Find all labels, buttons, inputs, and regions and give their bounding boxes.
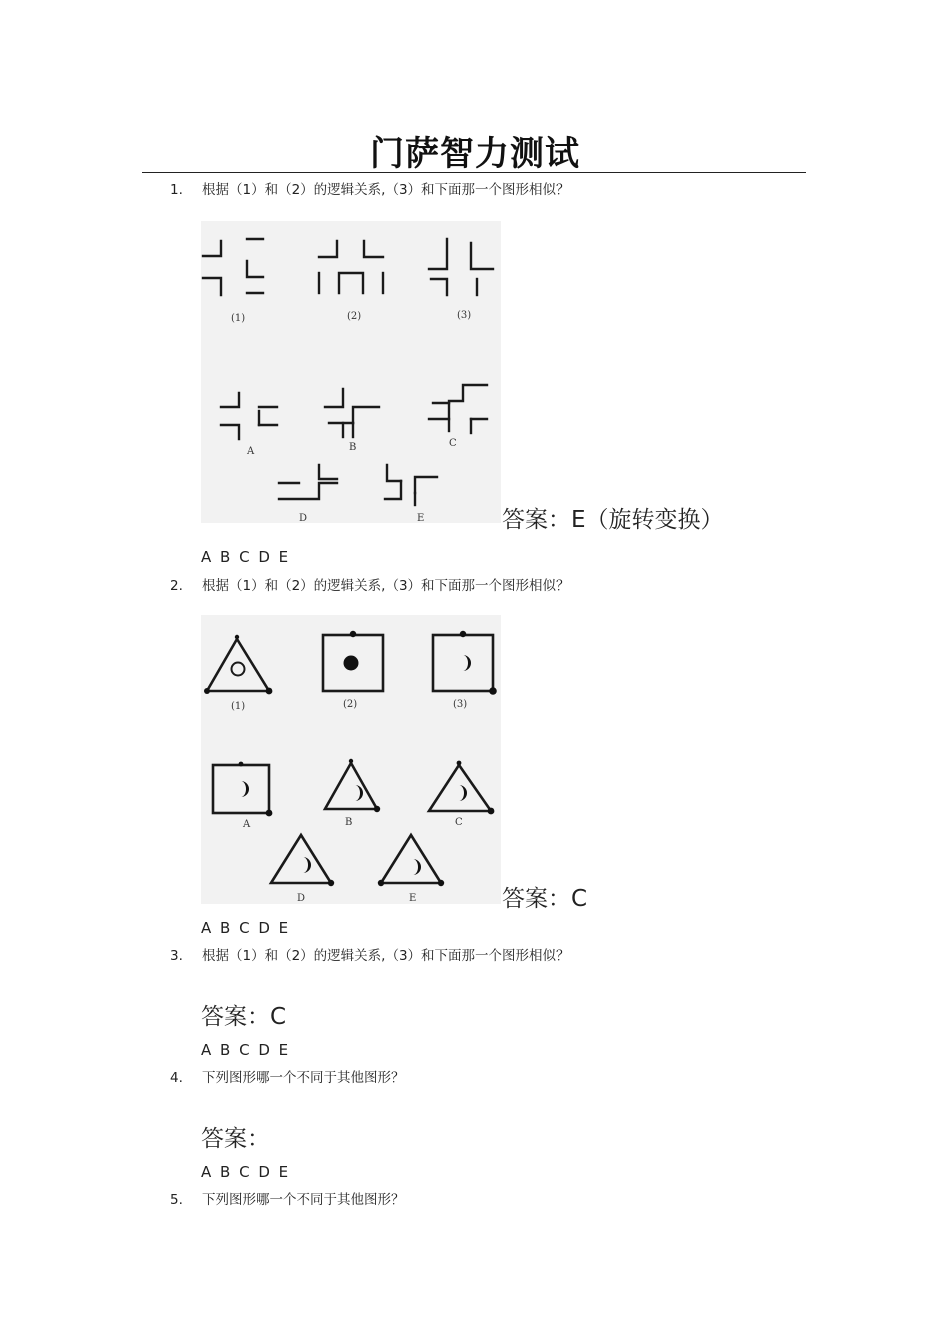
question-4 — [170, 1066, 405, 1086]
figure-label: C — [455, 817, 463, 828]
options-q4: A B C D E — [201, 1163, 290, 1181]
figure-label: B — [349, 442, 357, 453]
question-text: 下列图形哪一个不同于其他图形？ — [202, 1070, 405, 1086]
answer-q3: 答案：C — [201, 1004, 287, 1030]
question-number: 2. — [170, 578, 183, 594]
figure-label: D — [297, 893, 306, 904]
figure-q1-drawing — [201, 221, 501, 523]
figure-label: E — [417, 513, 425, 523]
question-2 — [170, 574, 570, 594]
figure-label: A — [247, 446, 255, 457]
answer-q2: 答案：C — [502, 886, 588, 912]
figure-q2 — [201, 615, 501, 904]
figure-label: C — [449, 438, 457, 449]
figure-label: (3) — [453, 699, 468, 710]
figure-label: (1) — [231, 701, 246, 712]
question-number: 5. — [170, 1192, 183, 1208]
question-text: 根据（1）和（2）的逻辑关系,（3）和下面那一个图形相似？ — [202, 578, 570, 594]
question-number: 4. — [170, 1070, 183, 1086]
page-title: 门萨智力测试 — [370, 134, 580, 174]
figure-label: (2) — [347, 311, 362, 322]
question-text: 根据（1）和（2）的逻辑关系,（3）和下面那一个图形相似？ — [202, 182, 570, 198]
question-5 — [170, 1188, 405, 1208]
figure-q2-drawing — [201, 615, 501, 904]
answer-q1: 答案：E（旋转变换） — [502, 507, 724, 533]
figure-label: (1) — [231, 313, 246, 324]
question-1 — [170, 178, 570, 198]
title-rule — [142, 172, 806, 173]
question-number: 3. — [170, 948, 183, 964]
question-text: 根据（1）和（2）的逻辑关系,（3）和下面那一个图形相似？ — [202, 948, 570, 964]
options-q3: A B C D E — [201, 1041, 290, 1059]
figure-label: D — [299, 513, 308, 523]
figure-label: E — [409, 893, 417, 904]
answer-q4: 答案： — [201, 1126, 270, 1152]
figure-label: B — [345, 817, 353, 828]
options-q2: A B C D E — [201, 919, 290, 937]
question-text: 下列图形哪一个不同于其他图形？ — [202, 1192, 405, 1208]
question-number: 1. — [170, 182, 183, 198]
figure-label: (3) — [457, 310, 472, 321]
figure-label: (2) — [343, 699, 358, 710]
figure-q1 — [201, 221, 501, 523]
options-q1: A B C D E — [201, 548, 290, 566]
question-3 — [170, 944, 570, 964]
figure-label: A — [243, 819, 251, 830]
